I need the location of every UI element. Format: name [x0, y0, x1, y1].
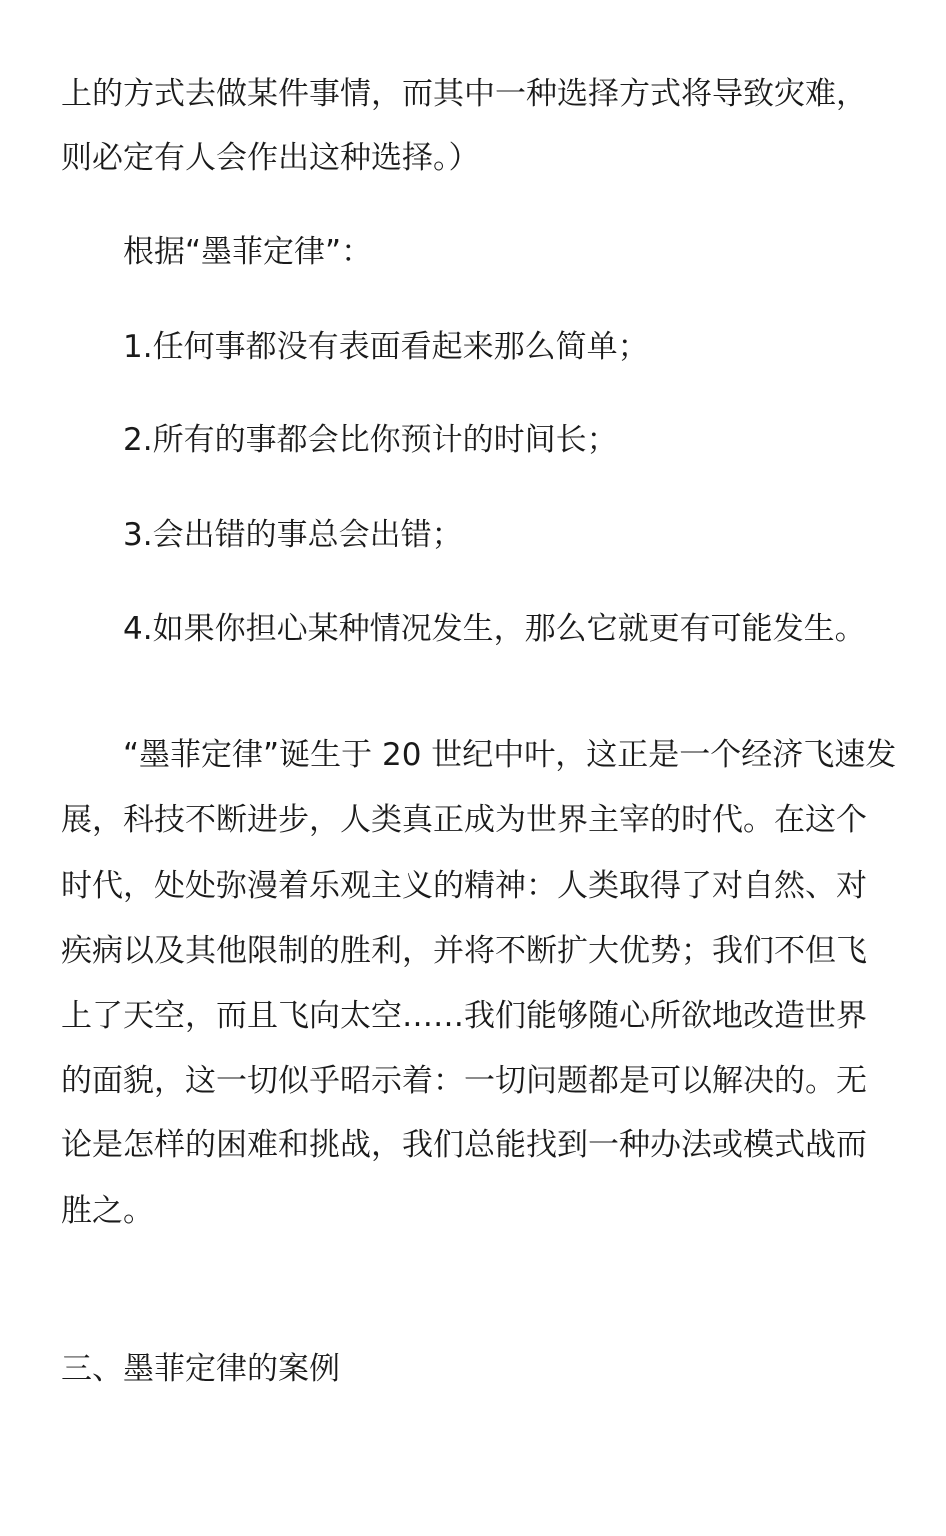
intro-line: 上的方式去做某件事情，而其中一种选择方式将导致灾难，	[61, 76, 867, 112]
paragraph-line: 时代，处处弥漫着乐观主义的精神：人类取得了对自然、对	[61, 868, 867, 904]
paragraph-line: “墨菲定律”诞生于 20 世纪中叶，这正是一个经济飞速发	[123, 737, 897, 773]
lead-text: 根据“墨菲定律”：	[123, 234, 373, 270]
intro-line: 则必定有人会作出这种选择。）	[61, 140, 480, 176]
paragraph-line: 论是怎样的困难和挑战，我们总能找到一种办法或模式战而	[61, 1127, 867, 1163]
rule-item: 4.如果你担心某种情况发生，那么它就更有可能发生。	[123, 611, 866, 647]
paragraph-line: 的面貌，这一切似乎昭示着：一切问题都是可以解决的。无	[61, 1063, 867, 1099]
rule-item: 3.会出错的事总会出错；	[123, 517, 463, 553]
paragraph-line: 上了天空，而且飞向太空……我们能够随心所欲地改造世界	[61, 998, 867, 1034]
section-heading: 三、墨菲定律的案例	[61, 1351, 340, 1387]
paragraph-line: 展，科技不断进步，人类真正成为世界主宰的时代。在这个	[61, 802, 867, 838]
paragraph-line: 疾病以及其他限制的胜利，并将不断扩大优势；我们不但飞	[61, 933, 867, 969]
paragraph-line: 胜之。	[61, 1193, 154, 1229]
rule-item: 2.所有的事都会比你预计的时间长；	[123, 422, 618, 458]
rule-item: 1.任何事都没有表面看起来那么简单；	[123, 329, 649, 365]
